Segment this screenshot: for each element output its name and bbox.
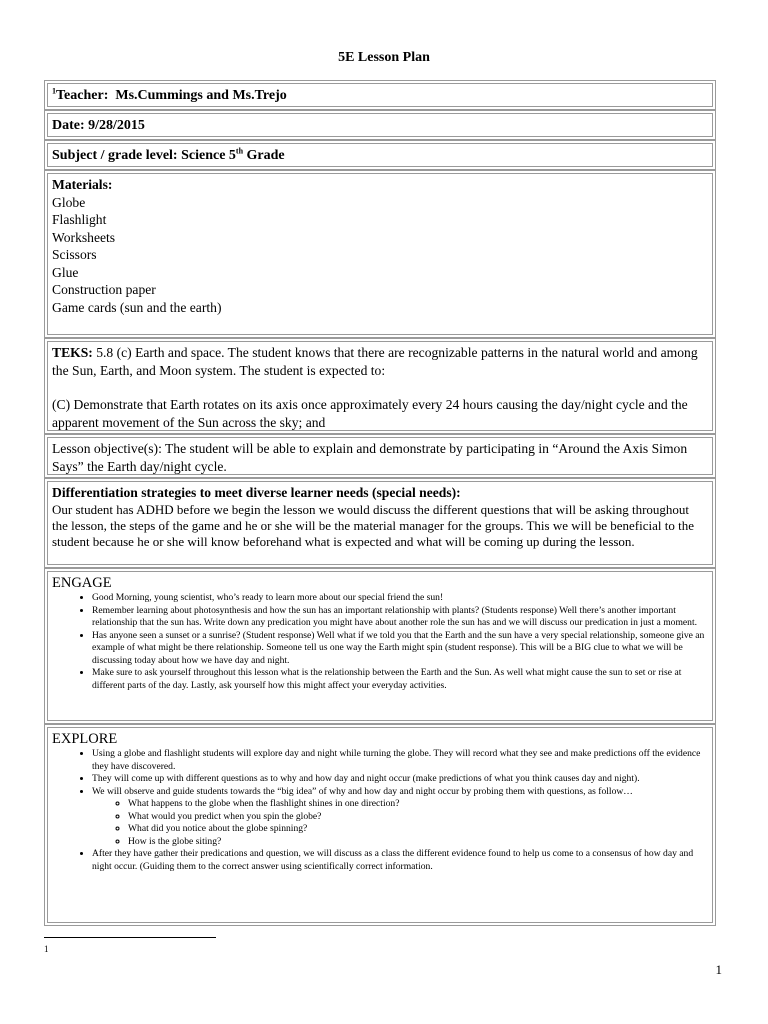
differentiation-label: Differentiation strategies to meet diverse learner needs (special needs): bbox=[52, 485, 461, 500]
teks-row bbox=[47, 341, 713, 431]
explore-subitem: ◦ What did you notice about the globe spinning? bbox=[128, 823, 708, 836]
subject-label: Subject / grade level: bbox=[52, 148, 178, 163]
engage-row bbox=[47, 571, 713, 721]
footnote-number: 1 bbox=[44, 944, 49, 954]
material-item: Worksheets bbox=[52, 229, 116, 245]
subject-sup: th bbox=[235, 146, 244, 156]
explore-item: • They will come up with different questions as to why and how day and night occur (make predictions of what you think causes day and night). bbox=[92, 773, 708, 786]
engage-list bbox=[52, 592, 708, 692]
explore-item: • Using a globe and flashlight students will explore day and night while turning the globe. They will record what they see and make predictions off the evidence they have discovered. bbox=[92, 748, 708, 773]
engage-label: ENGAGE bbox=[52, 575, 112, 591]
subject-after: Grade bbox=[243, 148, 285, 163]
explore-list bbox=[52, 748, 708, 873]
page-number: 1 bbox=[715, 962, 722, 977]
material-item: Flashlight bbox=[52, 212, 107, 227]
materials-row bbox=[47, 173, 713, 335]
subject-value: Science 5 bbox=[181, 148, 236, 163]
explore-subitem: ◦ What would you predict when you spin the globe? bbox=[128, 811, 708, 824]
material-item: Globe bbox=[52, 194, 86, 210]
explore-subitem: ◦ What happens to the globe when the flashlight shines in one direction? bbox=[128, 798, 708, 811]
objective-text: Lesson objective(s): The student will be able to explain and demonstrate by participating in “Around the Axis Simon Says” the Earth day/night cycle. bbox=[52, 441, 688, 474]
footnote-marker: 1 bbox=[52, 86, 56, 96]
date-value: 9/28/2015 bbox=[88, 118, 145, 133]
explore-subitem: ◦ How is the globe siting? bbox=[128, 836, 708, 849]
objective-row bbox=[47, 437, 713, 475]
teacher-label: Teacher: bbox=[56, 88, 109, 103]
date-row bbox=[47, 113, 713, 137]
engage-item: • Remember learning about photosynthesis and how the sun has an important relationship with plants? (Students response) Well there’s another important relationship that the sun has. Write down any predication you might have about another role the sun has and we will discuss our predication in just a moment. bbox=[92, 605, 708, 630]
material-item: Construction paper bbox=[52, 282, 156, 297]
teks-label: TEKS: bbox=[52, 345, 93, 360]
materials-list bbox=[52, 194, 708, 317]
page-title: 5E Lesson Plan bbox=[338, 50, 430, 65]
material-item: Scissors bbox=[52, 247, 97, 262]
teks-text-2: (C) Demonstrate that Earth rotates on its axis once approximately every 24 hours causing the day/night cycle and the apparent movement of the Sun across the sky; and bbox=[52, 397, 688, 430]
engage-item: • Has anyone seen a sunset or a sunrise? (Student response) Well what if we told you that the Earth and the sun have a very special relationship, someone give an example of what might be there relationship. Someone tell us one way the Earth might spin (student response). This will be a BIG clue to what we will be discussing today about how we have day and night. bbox=[92, 630, 708, 668]
differentiation-row bbox=[47, 481, 713, 565]
explore-item: • After they have gather their predications and question, we will discuss as a class the different evidence found to help us come to a consensus of how day and night occur. (Guiding them to the correct answer using scientifically correct information. bbox=[92, 848, 708, 873]
explore-sublist bbox=[92, 798, 708, 848]
lesson-plan-table bbox=[44, 83, 716, 929]
engage-item: • Good Morning, young scientist, who’s ready to learn more about our special friend the sun! bbox=[92, 592, 708, 605]
footnote-divider bbox=[44, 937, 216, 938]
teacher-row bbox=[47, 83, 713, 107]
material-item: Glue bbox=[52, 264, 79, 280]
engage-item: • Make sure to ask yourself throughout this lesson what is the relationship between the Earth and the Sun. As well what might cause the sun to set or rise at different parts of the day. Lastly, ask yourself how this might affect your everyday activities. bbox=[92, 667, 708, 692]
explore-label: EXPLORE bbox=[52, 731, 118, 747]
explore-row bbox=[47, 727, 713, 923]
explore-item: • We will observe and guide students towards the “big idea” of why and how day and night occur by probing them with questions, as follow… ◦ What happens to the globe when the flashlight shines in one direction? ◦ What would you predict when you spin the globe? ◦ What did you notice about the globe spinning? ◦ How is the globe siting? bbox=[92, 786, 708, 849]
teks-text: 5.8 (c) Earth and space. The student knows that there are recognizable patterns in the natural world and among the Sun, Earth, and Moon system. The student is expected to: bbox=[52, 345, 698, 378]
subject-row bbox=[47, 143, 713, 167]
differentiation-text: Our student has ADHD before we begin the lesson we would discuss the different questions that will be asking throughout the lesson, the steps of the game and he or she will be the material manager for the groups. This we will be beneficial to the student because he or she will know beforehand what is expected and what will be coming up during the lesson. bbox=[52, 501, 694, 549]
material-item: Game cards (sun and the earth) bbox=[52, 299, 222, 315]
date-label: Date: bbox=[52, 118, 85, 133]
teacher-value: Ms.Cummings and Ms.Trejo bbox=[115, 88, 287, 103]
materials-label: Materials: bbox=[52, 177, 113, 192]
